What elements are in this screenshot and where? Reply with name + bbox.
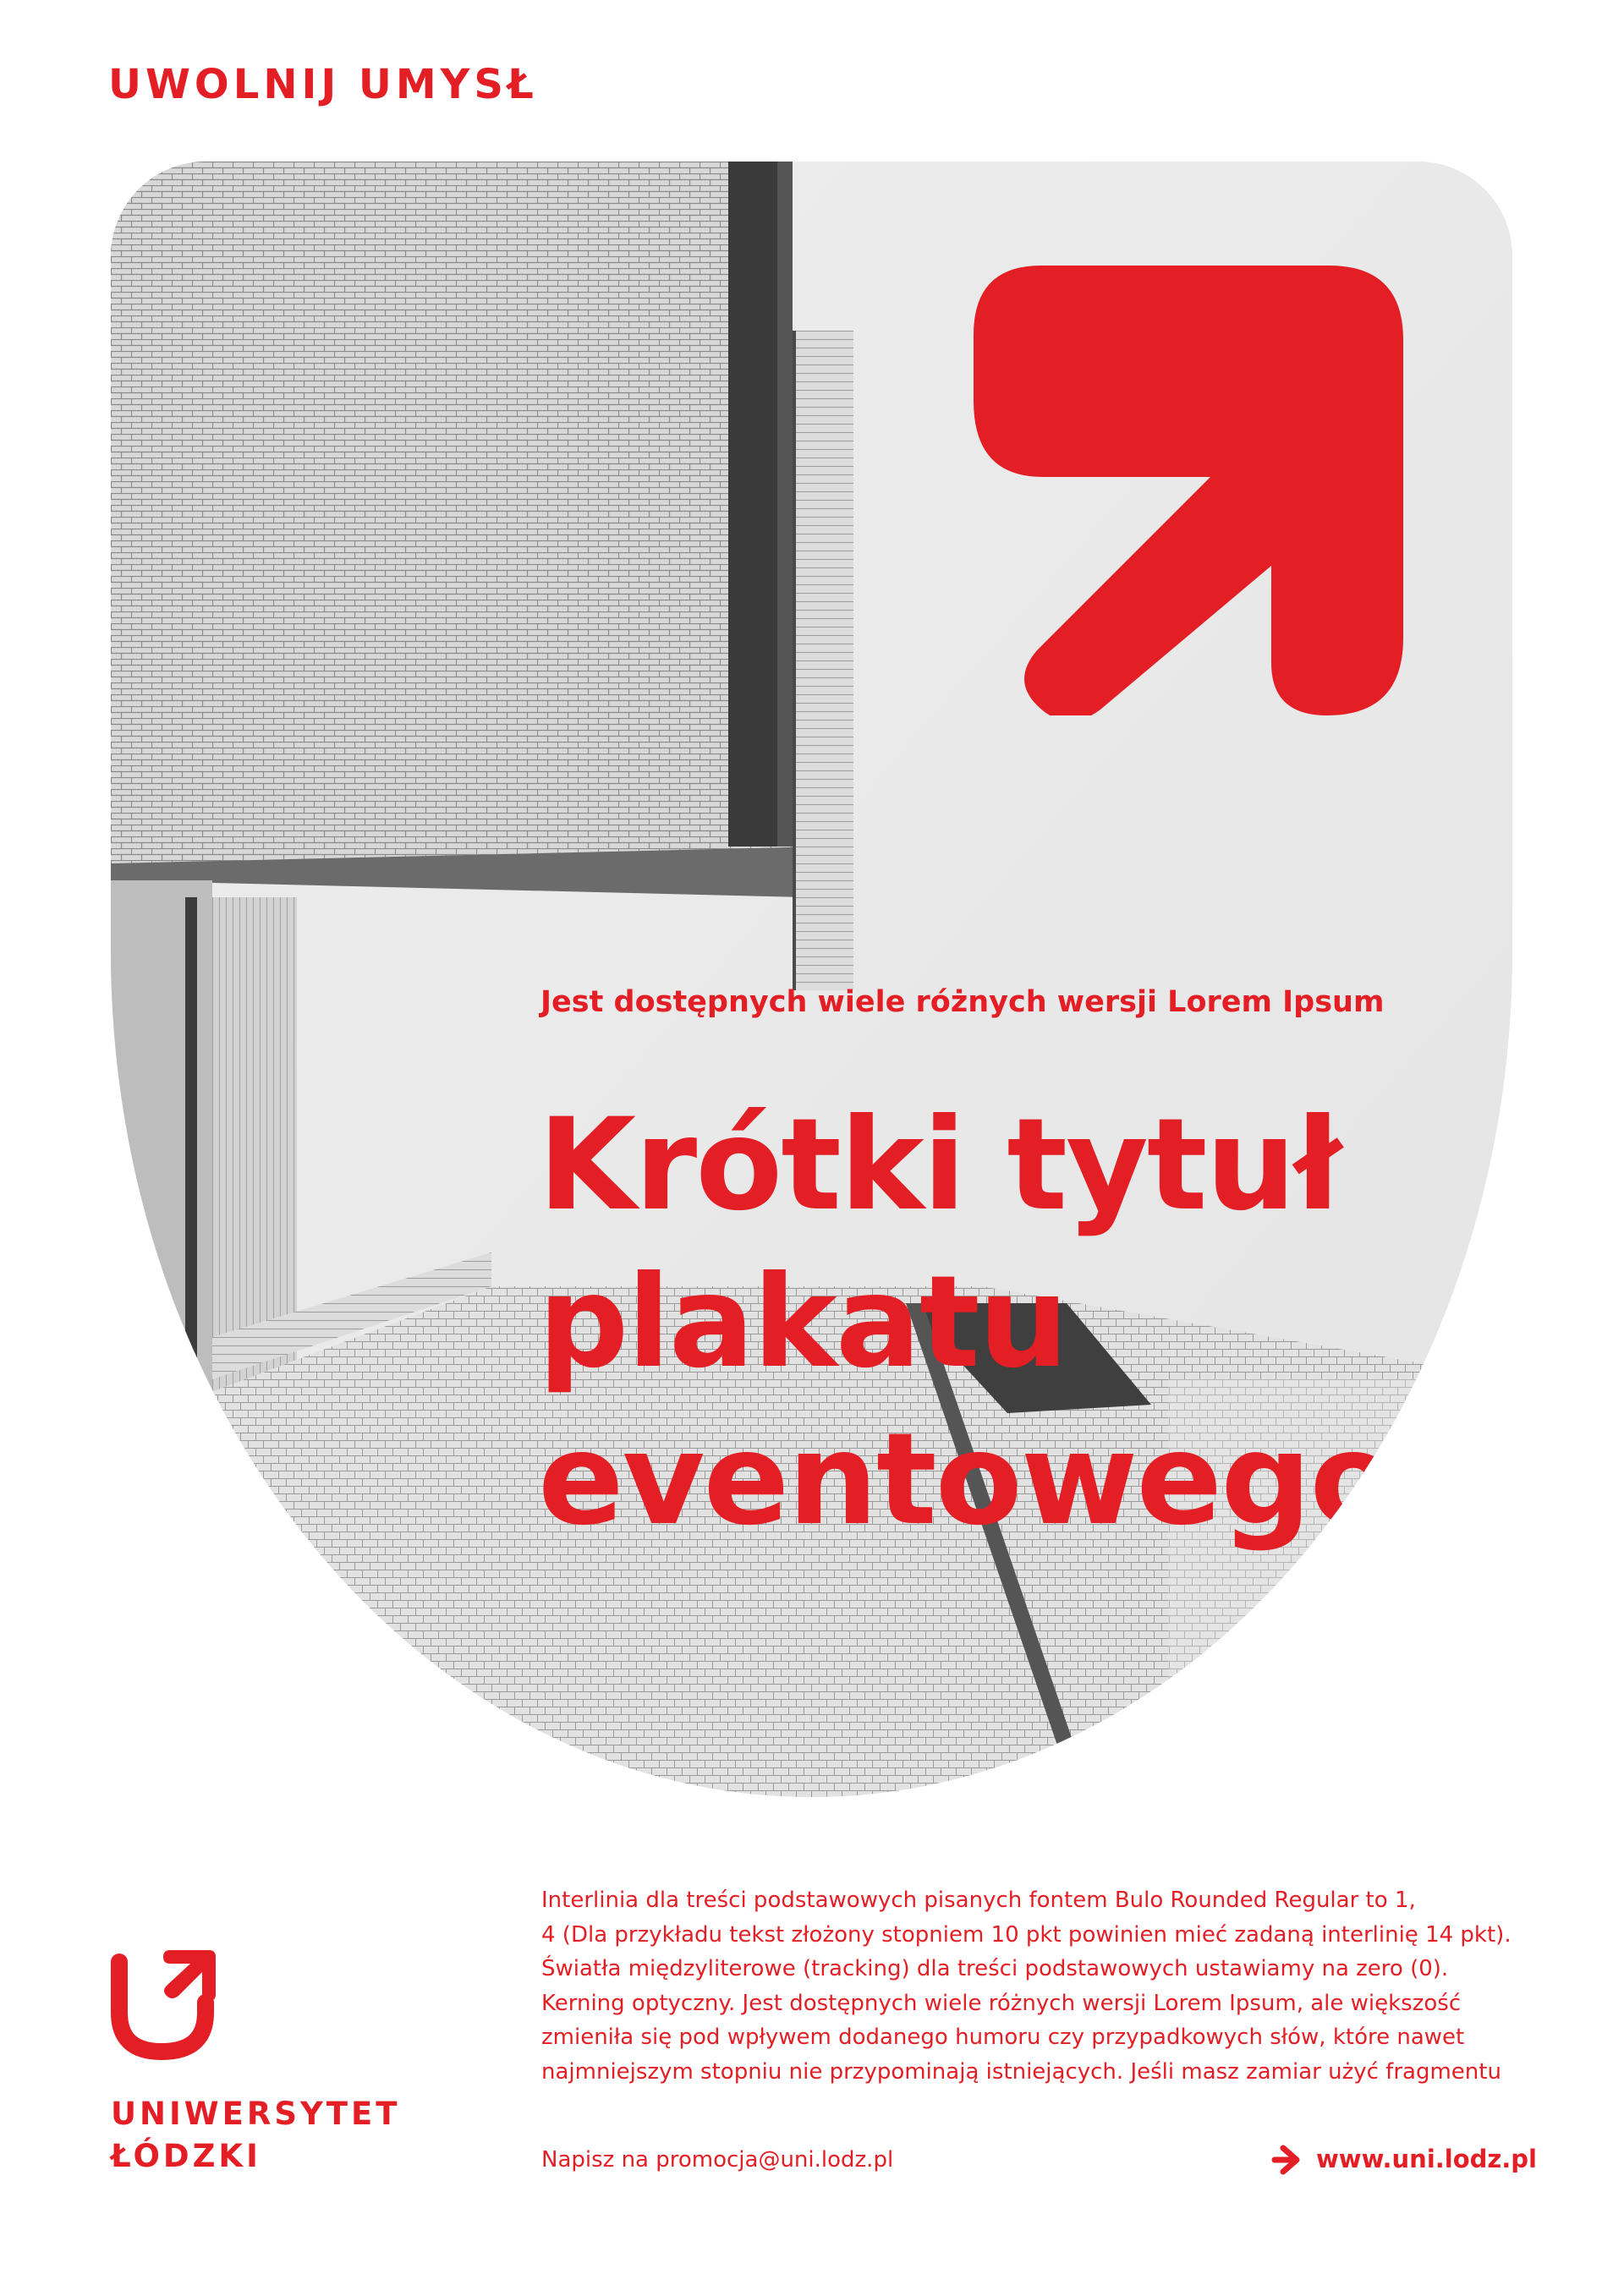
body-line: Światła międzyliterowe (tracking) dla treści podstawowych ustawiamy na zero (0). xyxy=(541,1956,1449,1981)
hero-shield xyxy=(111,162,1512,1797)
university-name xyxy=(111,2093,401,2178)
slogan: UWOLNIJ UMYSŁ xyxy=(108,61,538,108)
title-line-1: Krótki tytuł xyxy=(538,1092,1340,1239)
title-line-3: eventowego xyxy=(538,1406,1396,1553)
body-line: Kerning optyczny. Jest dostępnych wiele różnych wersji Lorem Ipsum, ale większość xyxy=(541,1990,1462,2016)
arrow-right-icon xyxy=(1271,2143,1300,2177)
poster-title xyxy=(538,1087,1485,1559)
logo-line-1: UNIWERSYTET xyxy=(111,2096,401,2132)
body-line: Interlinia dla treści podstawowych pisanych fontem Bulo Rounded Regular to 1, xyxy=(541,1888,1416,1913)
poster-subtitle: Jest dostępnych wiele różnych wersji Lorem Ipsum xyxy=(540,985,1385,1019)
website-link[interactable]: www.uni.lodz.pl xyxy=(1316,2145,1537,2173)
body-line: 4 (Dla przykładu tekst złożony stopniem 10 pkt powinien mieć zadaną interlinię 14 pkt). xyxy=(541,1921,1512,1948)
university-logo-icon xyxy=(111,1947,217,2060)
title-line-2: plakatu xyxy=(538,1249,1067,1396)
contact-email[interactable]: Napisz na promocja@uni.lodz.pl xyxy=(541,2147,894,2173)
up-right-arrow-icon xyxy=(974,266,1403,715)
logo-line-2: ŁÓDZKI xyxy=(111,2138,261,2174)
body-paragraph xyxy=(541,1883,1514,2089)
body-line: najmniejszym stopniu nie przypominają istniejących. Jeśli masz zamiar użyć fragmentu xyxy=(541,2058,1501,2085)
body-line: zmieniła się pod wpływem dodanego humoru czy przypadkowych słów, które nawet xyxy=(541,2025,1465,2050)
